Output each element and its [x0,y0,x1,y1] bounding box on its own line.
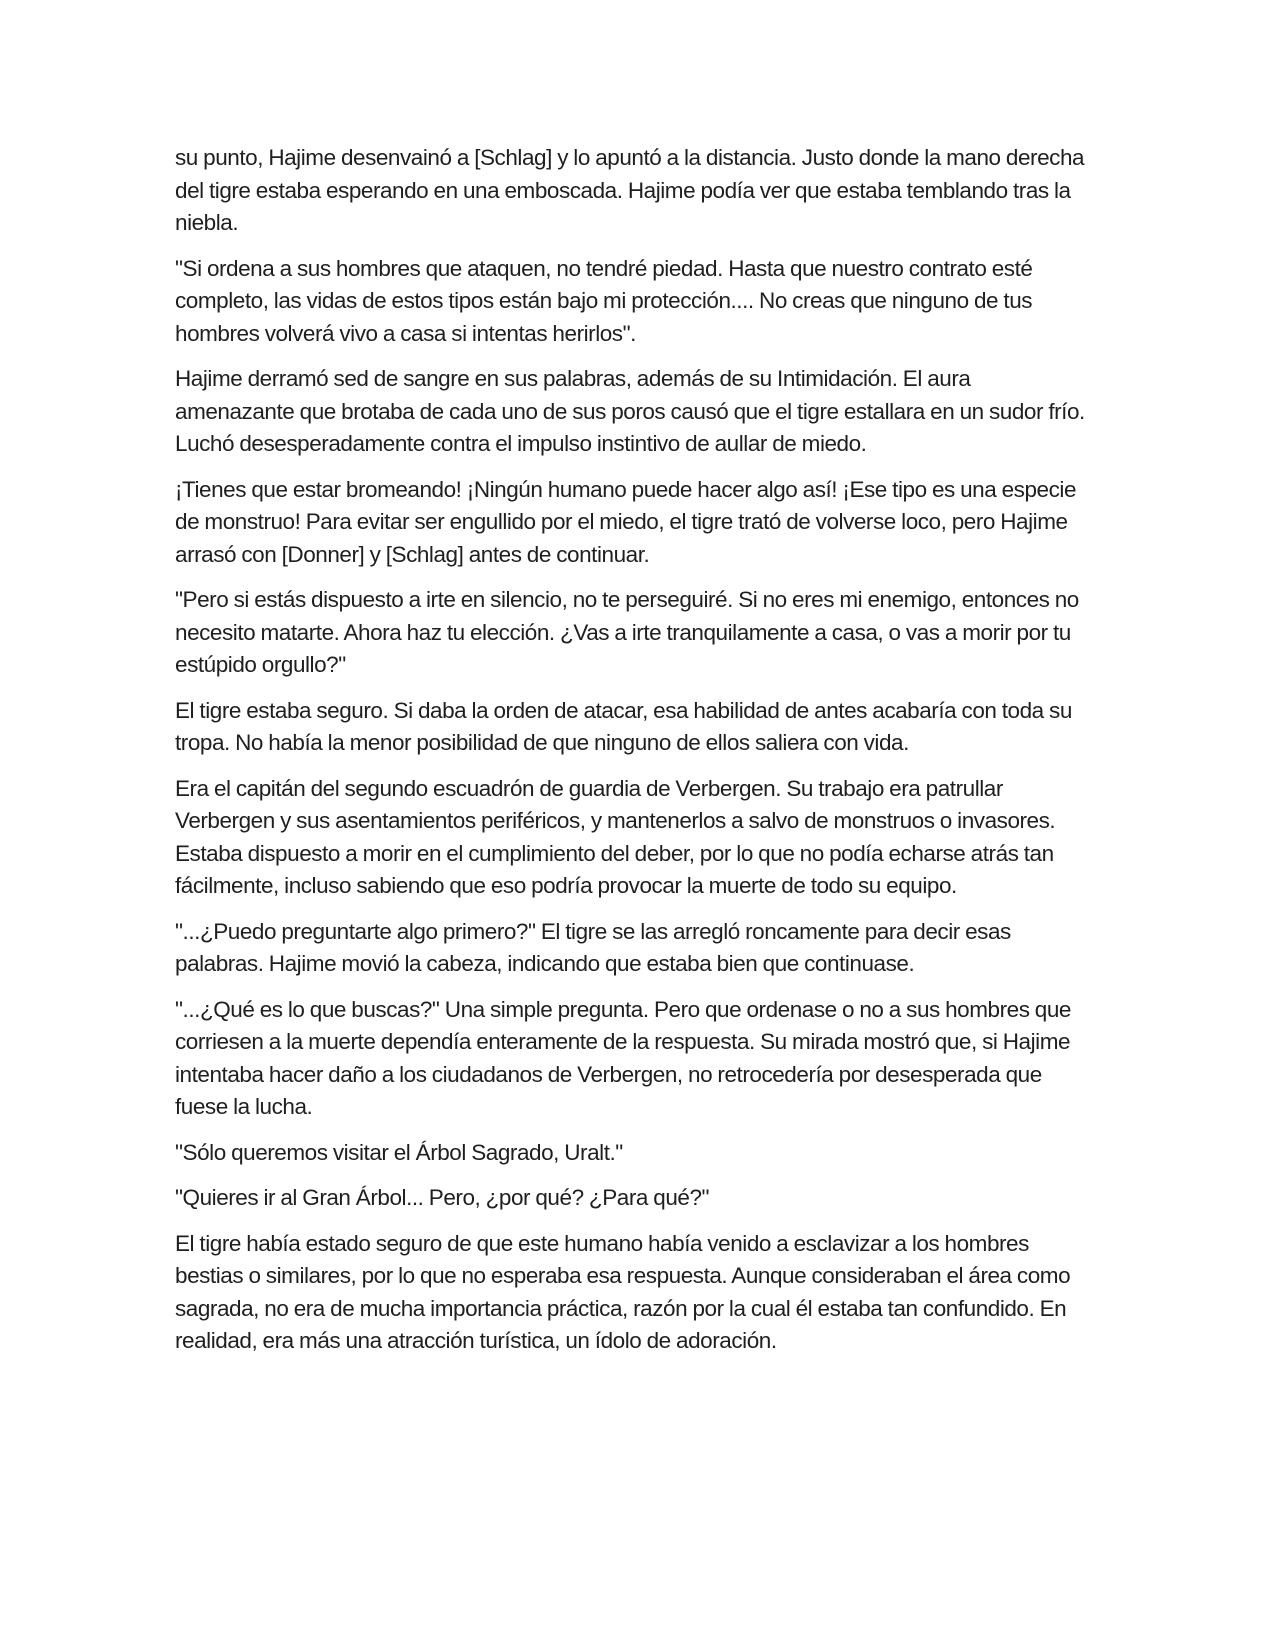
paragraph: Hajime derramó sed de sangre en sus palabras, además de su Intimidación. El aura amenazante que brotaba de cada uno de sus poros causó que el tigre estallara en un sudor frío. Luchó desesperadamente contra el impulso instintivo de aullar de miedo. [175,366,1085,456]
paragraph: "Si ordena a sus hombres que ataquen, no tendré piedad. Hasta que nuestro contrato esté completo, las vidas de estos tipos están bajo mi protección.... No creas que ninguno de tus hombres volverá vivo a casa si intentas herirlos". [175,255,1033,346]
paragraph: "...¿Qué es lo que buscas?" Una simple pregunta. Pero que ordenase o no a sus hombres que corriesen a la muerte dependía enteramente de la respuesta. Su mirada mostró que, si Hajime intentaba hacer daño a los ciudadanos de Verbergen, no retrocedería por desesperada que fuese la lucha. [175,996,1071,1119]
paragraph: "Pero si estás dispuesto a irte en silencio, no te perseguiré. Si no eres mi enemigo, entonces no necesito matarte. Ahora haz tu elección. ¿Vas a irte tranquilamente a casa, o vas a morir por tu estúpido orgullo?" [175,587,1079,677]
paragraph: "Sólo queremos visitar el Árbol Sagrado, Uralt." [175,1139,623,1165]
paragraph: su punto, Hajime desenvainó a [Schlag] y lo apuntó a la distancia. Justo donde la mano derecha del tigre estaba esperando en una emboscada. Hajime podía ver que estaba temblando tras la niebla. [175,145,1085,235]
paragraph: "...¿Puedo preguntarte algo primero?" El tigre se las arregló roncamente para decir esas palabras. Hajime movió la cabeza, indicando que estaba bien que continuase. [175,918,1011,976]
document-page [175,142,1095,1371]
paragraph: "Quieres ir al Gran Árbol... Pero, ¿por qué? ¿Para qué?" [175,1185,710,1210]
paragraph: El tigre había estado seguro de que este humano había venido a esclavizar a los hombres bestias o similares, por lo que no esperaba esa respuesta. Aunque consideraban el área como sagrada, no era de mucha importancia práctica, razón por la cual él estaba tan confundido. En realidad, era más una atracción turística, un ídolo de adoración. [175,1230,1071,1353]
paragraph: ¡Tienes que estar bromeando! ¡Ningún humano puede hacer algo así! ¡Ese tipo es una especie de monstruo! Para evitar ser engullido por el miedo, el tigre trató de volverse loco, pero Hajime arrasó con [Donner] y [Schlag] antes de continuar. [175,476,1077,567]
paragraph: Era el capitán del segundo escuadrón de guardia de Verbergen. Su trabajo era patrullar Verbergen y sus asentamientos periféricos, y mantenerlos a salvo de monstruos o invasores. Estaba dispuesto a morir en el cumplimiento del deber, por lo que no podía echarse atrás tan fácilmente, incluso sabiendo que eso podría provocar la muerte de todo su equipo. [175,775,1056,898]
paragraph: El tigre estaba seguro. Si daba la orden de atacar, esa habilidad de antes acabaría con toda su tropa. No había la menor posibilidad de que ninguno de ellos saliera con vida. [175,697,1072,755]
